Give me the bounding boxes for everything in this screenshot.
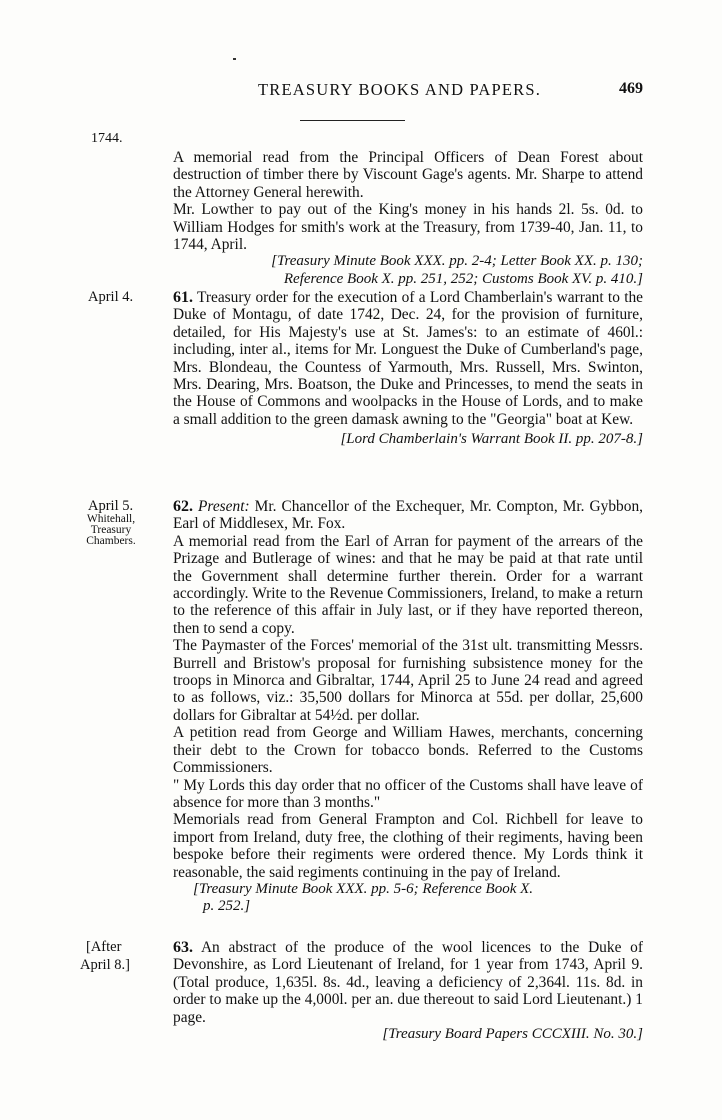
intro-section: [173, 149, 643, 288]
intro-paragraph-1: A memorial read from the Principal Officers of Dean Forest about destruction of timber there by Viscount Gage's agents. Mr. Sharpe to attend the Attorney General herewith.: [173, 149, 643, 201]
margin-date-63-line1: [After: [86, 939, 122, 955]
entry-62-citation-line2: p. 252.]: [203, 898, 251, 915]
entry-61-citation: [Lord Chamberlain's Warrant Book II. pp. 207-8.]: [340, 431, 643, 448]
entry-62-paragraph-1: A memorial read from the Earl of Arran for payment of the arrears of the Prizage and Butlerage of wines: and that he may be paid at that rate until the Government shall determine further therein. Order for a warrant accordingly. Write to the Revenue Commissioners, Ireland, to make a return to the reference of this affair in July last, or if they have reported thereon, then to send a copy.: [173, 532, 643, 637]
entry-62-paragraph-5: Memorials read from General Frampton and Col. Richbell for leave to import from Ireland, duty free, the clothing of their regiments, having been bespoke before their regiments were ordered thence. My Lords think it reasonable, the said regiments continuing in the pay of Ireland.: [173, 811, 643, 881]
header-rule: [300, 120, 405, 121]
entry-61: [173, 289, 643, 449]
entry-63-citation: [Treasury Board Papers CCCXIII. No. 30.]: [382, 1026, 643, 1043]
intro-paragraph-2: Mr. Lowther to pay out of the King's money in his hands 2l. 5s. 0d. to William Hodges for smith's work at the Treasury, from 1739-40, Jan. 11, to 1744, April.: [173, 201, 643, 254]
intro-citation-line1: [Treasury Minute Book XXX. pp. 2-4; Letter Book XX. p. 130;: [271, 253, 643, 270]
entry-62-citation-line1: [Treasury Minute Book XXX. pp. 5-6; Reference Book X.: [193, 880, 534, 897]
margin-date-61: April 4.: [88, 289, 134, 305]
entry-62-paragraph-4: " My Lords this day order that no officer of the Customs shall have leave of absence for more than 3 months.": [173, 776, 643, 811]
margin-place-62-line2: Treasury: [90, 524, 132, 536]
entry-62-paragraph-3: A petition read from George and William Hawes, merchants, concerning their debt to the Crown for tobacco bonds. Referred to the Customs Commissioners.: [173, 724, 643, 777]
margin-date-63-line2: April 8.]: [80, 957, 130, 973]
intro-citation-line2: Reference Book X. pp. 251, 252; Customs Book XV. p. 410.]: [283, 270, 643, 287]
margin-year: 1744.: [91, 131, 123, 146]
margin-place-62-line3: Chambers.: [86, 535, 136, 547]
entry-62: [173, 498, 643, 916]
entry-text: Treasury order for the execution of a Lord Chamberlain's warrant to the Duke of Montagu, of date 1742, Dec. 24, for the provision of furniture, detailed, for His Majesty's use at St. James's: to an estimate of 460l.: including, inter al., items for Mr. Longuest the Duke of Cumberland's page, Mrs. Blondeau, the Countess of Yarmouth, Mrs. Russell, Mrs. Swinton, Mrs. Dearing, Mrs. Boatson, the Duke and Princesses, to mend the seats in the House of Commons and woolpacks in the House of Lords, and to make a small addition to the green damask awning to the "Georgia" boat at Kew.: [173, 289, 643, 428]
entry-number: 63.: [173, 939, 193, 956]
running-title: TREASURY BOOKS AND PAPERS.: [258, 80, 542, 99]
entry-62-paragraph-2: The Paymaster of the Forces' memorial of the 31st ult. transmitting Messrs. Burrell and Bristow's proposal for furnishing subsistence money for the troops in Minorca and Gibraltar, 1744, April 25 to June 24 read and agreed to as follows, viz.: 35,500 dollars for Minorca at 55d. per dollar, 25,600 dollars for Gibraltar at 54½d. per dollar.: [173, 637, 643, 724]
present-label: Present:: [198, 498, 250, 515]
entry-63: [173, 939, 643, 1043]
margin-date-62: April 5.: [88, 498, 134, 514]
entry-number: 61.: [173, 289, 193, 306]
entry-number: 62.: [173, 498, 193, 515]
margin-place-62-line1: Whitehall,: [86, 513, 136, 525]
entry-text: An abstract of the produce of the wool licences to the Duke of Devonshire, as Lord Lieutenant of Ireland, for 1 year from 1743, April 9. (Total produce, 1,635l. 8s. 4d., leaving a deficiency of 2,364l. 11s. 8d. in order to make up the 4,000l. per an. due thereout to said Lord Lieutenant.) 1 page.: [173, 939, 643, 1026]
present-text: Mr. Chancellor of the Exchequer, Mr. Compton, Mr. Gybbon, Earl of Middlesex, Mr. Fox.: [173, 498, 643, 533]
ink-speck: [233, 58, 236, 60]
page-number: 469: [619, 80, 643, 97]
